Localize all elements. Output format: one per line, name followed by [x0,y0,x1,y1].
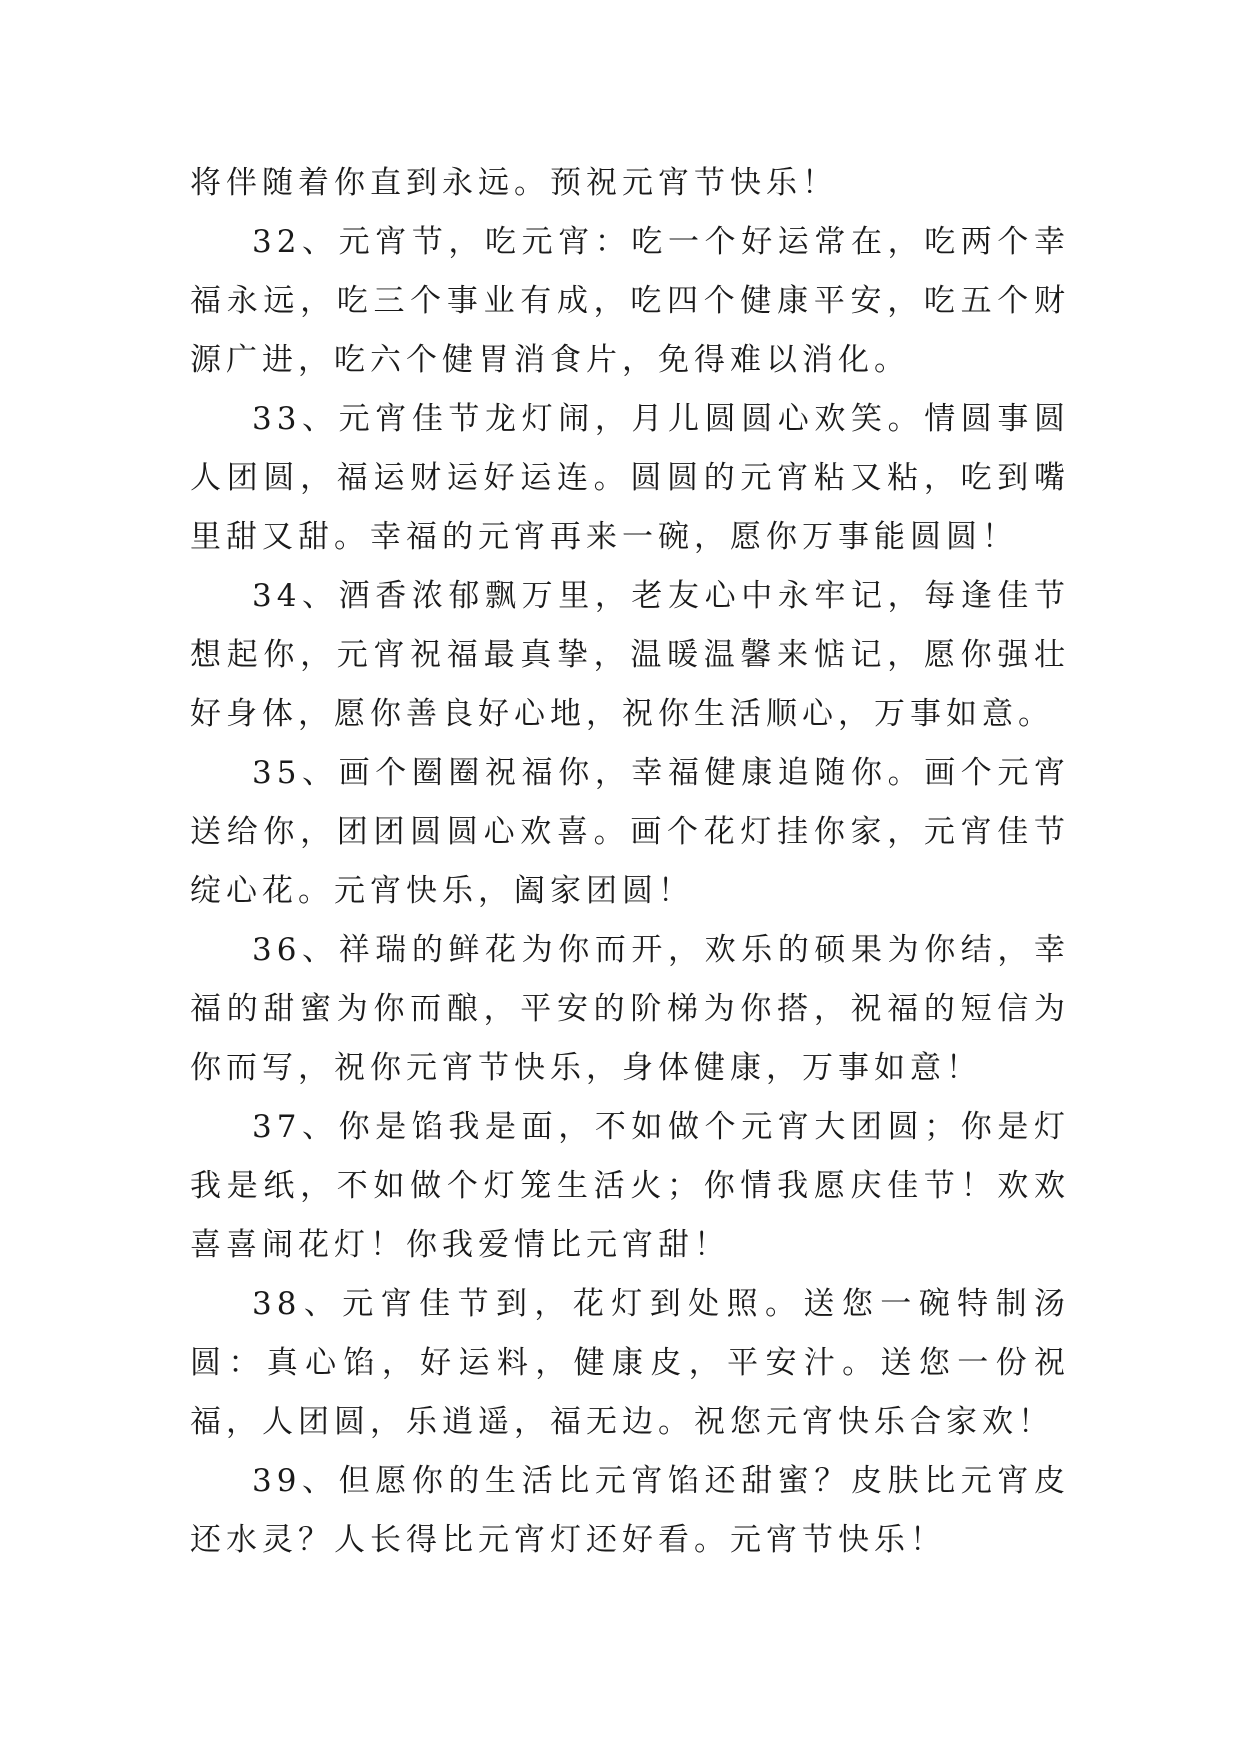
paragraph-33: 33、元宵佳节龙灯闹，月儿圆圆心欢笑。情圆事圆人团圆，福运财运好运连。圆圆的元宵粘又粘，吃到嘴里甜又甜。幸福的元宵再来一碗，愿你万事能圆圆！ [190,401,1070,555]
document-body [190,154,1070,1570]
paragraph-32: 32、元宵节，吃元宵：吃一个好运常在，吃两个幸福永远，吃三个事业有成，吃四个健康平安，吃五个财源广进，吃六个健胃消食片，免得难以消化。 [190,224,1070,378]
paragraph-36: 36、祥瑞的鲜花为你而开，欢乐的硕果为你结，幸福的甜蜜为你而酿，平安的阶梯为你搭，祝福的短信为你而写，祝你元宵节快乐，身体健康，万事如意！ [190,932,1070,1086]
paragraph-34: 34、酒香浓郁飘万里，老友心中永牢记，每逢佳节想起你，元宵祝福最真挚，温暖温馨来惦记，愿你强壮好身体，愿你善良好心地，祝你生活顺心，万事如意。 [190,578,1070,732]
paragraph-continued: 将伴随着你直到永远。预祝元宵节快乐！ [190,165,838,201]
paragraph-38: 38、元宵佳节到，花灯到处照。送您一碗特制汤圆：真心馅，好运料，健康皮，平安汁。送您一份祝福，人团圆，乐逍遥，福无边。祝您元宵快乐合家欢！ [190,1286,1070,1440]
paragraph-39: 39、但愿你的生活比元宵馅还甜蜜？皮肤比元宵皮还水灵？人长得比元宵灯还好看。元宵节快乐！ [190,1463,1070,1558]
paragraph-35: 35、画个圈圈祝福你，幸福健康追随你。画个元宵送给你，团团圆圆心欢喜。画个花灯挂你家，元宵佳节绽心花。元宵快乐，阖家团圆！ [190,755,1070,909]
paragraph-37: 37、你是馅我是面，不如做个元宵大团圆；你是灯我是纸，不如做个灯笼生活火；你情我愿庆佳节！欢欢喜喜闹花灯！你我爱情比元宵甜！ [190,1109,1070,1263]
